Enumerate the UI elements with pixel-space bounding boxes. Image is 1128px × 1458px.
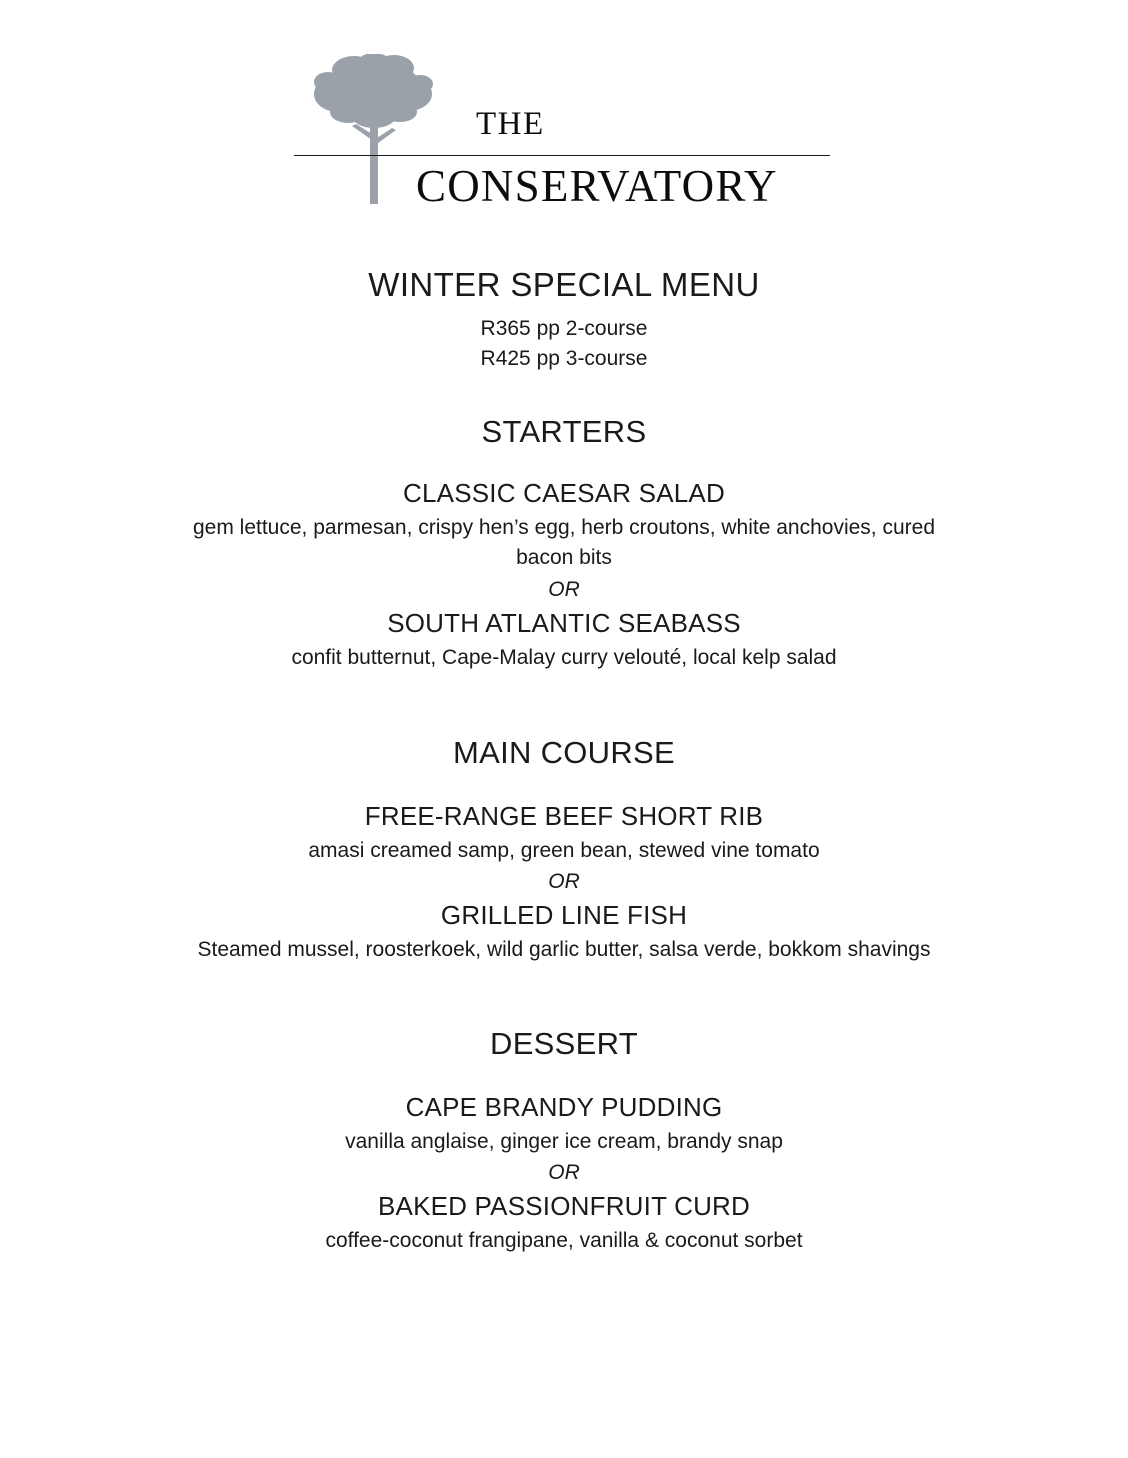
menu-item bbox=[0, 801, 1128, 866]
menu-content bbox=[0, 266, 1128, 1257]
price-3-course: R425 pp 3-course bbox=[480, 346, 648, 370]
section-heading: MAIN COURSE bbox=[452, 734, 676, 770]
menu-section-main-course bbox=[0, 735, 1128, 966]
dish-name: GRILLED LINE FISH bbox=[440, 900, 688, 931]
logo-line-conservatory: CONSERVATORY bbox=[416, 161, 778, 211]
dish-description: coffee-coconut frangipane, vanilla & coconut sorbet bbox=[325, 1229, 803, 1253]
section-heading: STARTERS bbox=[481, 413, 647, 449]
dish-description: vanilla anglaise, ginger ice cream, brandy snap bbox=[345, 1129, 783, 1153]
menu-item bbox=[0, 608, 1128, 673]
dish-description: gem lettuce, parmesan, crispy hen’s egg, herb croutons, white anchovies, cured bacon bits bbox=[192, 515, 935, 570]
dish-description: confit butternut, Cape-Malay curry velouté, local kelp salad bbox=[291, 645, 837, 669]
logo-line-the: THE bbox=[476, 106, 545, 142]
menu-page bbox=[0, 48, 1128, 1458]
or-separator: OR bbox=[548, 577, 580, 601]
menu-item bbox=[0, 1191, 1128, 1256]
dish-name: SOUTH ATLANTIC SEABASS bbox=[387, 607, 741, 638]
or-separator: OR bbox=[548, 870, 580, 894]
dish-description: amasi creamed samp, green bean, stewed vine tomato bbox=[308, 838, 820, 862]
menu-item bbox=[0, 478, 1128, 574]
price-2-course: R365 pp 2-course bbox=[480, 317, 648, 340]
menu-item bbox=[0, 1092, 1128, 1157]
menu-section-dessert bbox=[0, 1026, 1128, 1257]
logo-divider bbox=[294, 155, 830, 156]
section-heading: DESSERT bbox=[490, 1025, 638, 1061]
dish-name: CLASSIC CAESAR SALAD bbox=[403, 477, 725, 508]
menu-section-starters bbox=[0, 414, 1128, 673]
dish-name: BAKED PASSIONFRUIT CURD bbox=[377, 1191, 751, 1222]
restaurant-logo bbox=[294, 48, 834, 218]
dish-name: FREE-RANGE BEEF SHORT RIB bbox=[364, 800, 764, 831]
dish-description: Steamed mussel, roosterkoek, wild garlic butter, salsa verde, bokkom shavings bbox=[197, 938, 931, 962]
menu-item bbox=[0, 900, 1128, 965]
or-separator: OR bbox=[548, 1161, 580, 1185]
dish-name: CAPE BRANDY PUDDING bbox=[405, 1091, 723, 1122]
menu-title: WINTER SPECIAL MENU bbox=[368, 266, 760, 303]
